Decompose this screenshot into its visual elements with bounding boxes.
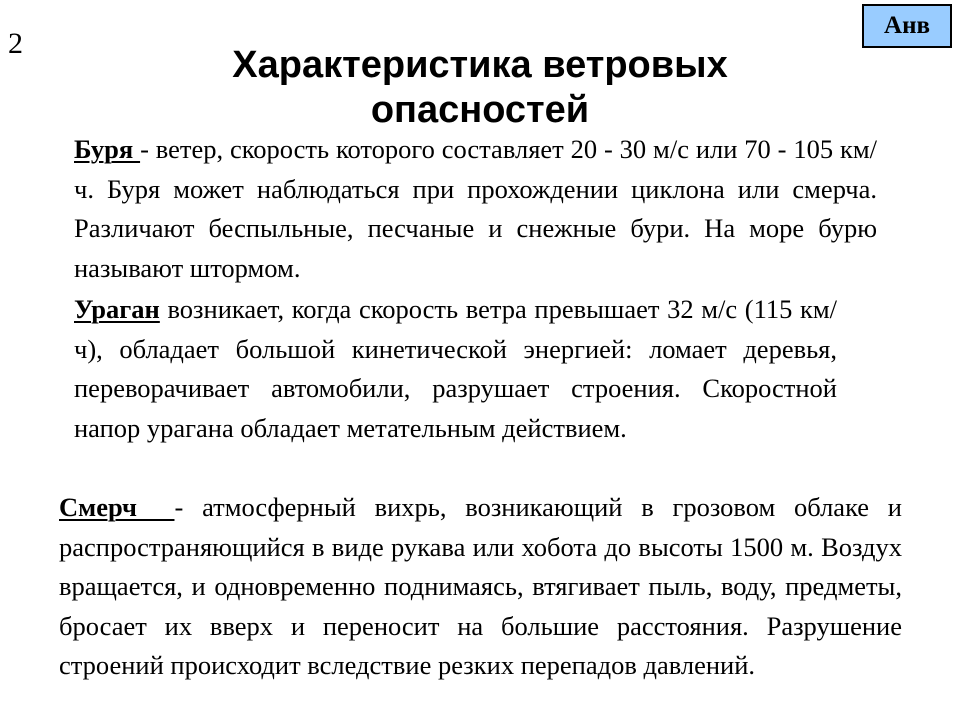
definition-storm (74, 130, 877, 288)
term-storm: Буря (74, 134, 141, 164)
term-hurricane: Ураган (74, 294, 160, 324)
term-tornado: Смерч (59, 492, 175, 522)
slide-number: 2 (8, 27, 23, 60)
definition-tornado (59, 488, 902, 686)
definition-tornado-text: - атмосферный вихрь, возникающий в грозовом облаке и распространяющийся в виде рукава или хобота до высоты 1500 м. Воздух вращается, и одновременно поднимаясь, втягивает пыль, воду, предметы, бросает их вверх и переносит на большие расстояния. Разрушение строений происходит вследствие резких перепадов давлений. (59, 492, 902, 680)
definition-storm-text: - ветер, скорость которого составляет 20 - 30 м/с или 70 - 105 км/ч. Буря может наблюдаться при прохождении циклона или смерча. Различают беспыльные, песчаные и снежные бури. На море бурю называют штормом. (74, 134, 877, 283)
author-badge: Анв (862, 4, 952, 48)
definition-hurricane (74, 290, 837, 448)
definition-hurricane-text: возникает, когда скорость ветра превышает 32 м/с (115 км/ч), обладает большой кинетической энергией: ломает деревья, переворачивает автомобили, разрушает строения. Скоростной напор урагана обладает метательным действием. (74, 294, 837, 443)
slide-title: Характеристика ветровых опасностей (232, 44, 728, 131)
